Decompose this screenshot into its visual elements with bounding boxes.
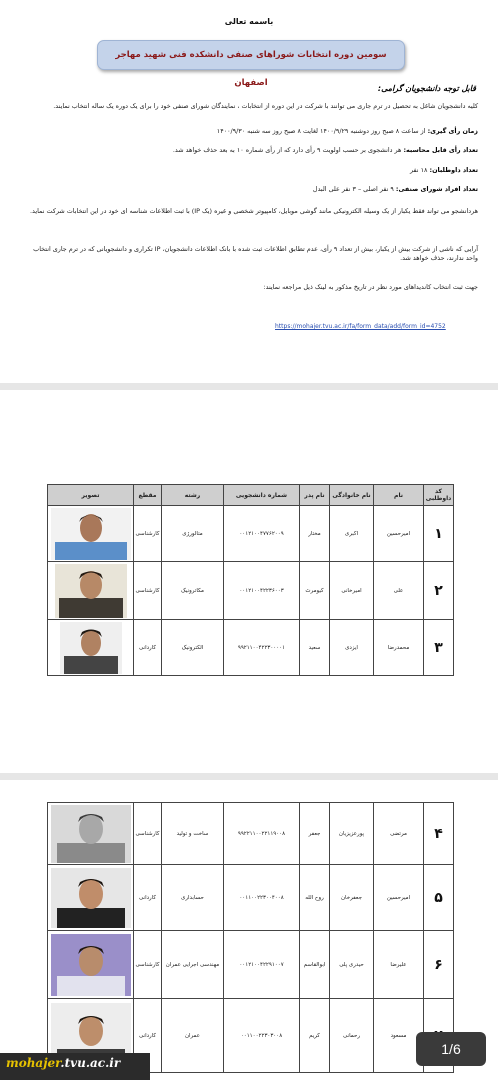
candidate-photo — [48, 506, 134, 562]
notice-paragraph-1: کلیه دانشجویان شاغل به تحصیل در ترم جاری می توانند با شرکت در این دوره از انتخابات ، نمایندگان شورای صنفی خود را برای یک دوره یک ساله انتخاب نمایند. — [53, 102, 478, 110]
candidate-father-name: سعید — [300, 620, 330, 676]
vote-time-label: زمان رأی گیری: — [427, 127, 478, 135]
candidate-level: کارشناسی — [134, 931, 162, 999]
candidate-first-name: امیرحسین — [374, 506, 424, 562]
candidate-photo — [48, 865, 134, 931]
candidate-father-name: روح الله — [300, 865, 330, 931]
members-line — [20, 185, 478, 194]
table-row — [48, 506, 454, 562]
volunteers-value: ۱۸ نفر — [410, 166, 428, 174]
site-watermark-logo — [6, 1056, 120, 1070]
candidate-last-name: پورعزیزیان — [330, 803, 374, 865]
candidate-code: ۵ — [424, 865, 454, 931]
candidate-first-name: مرتضی — [374, 803, 424, 865]
volunteers-line — [20, 166, 478, 175]
notice-paragraph-4: جهت ثبت انتخاب کاندیداهای مورد نظر در تاریخ مذکور به لینک ذیل مراجعه نمایند: — [263, 283, 478, 291]
candidate-field: حسابداری — [162, 865, 224, 931]
members-value: ۹ نفر اصلی – ۳ نفر علی البدل — [312, 185, 394, 193]
candidate-first-name: علی — [374, 562, 424, 620]
notice-paragraph-2: هردانشجو می تواند فقط یکبار از یک وسیله الکترونیکی مانند گوشی موبایل، کامپیوتر شخصی و غیره (یک IP) با ثبت اطلاعات شناسه ای خود در این انتخابات شرکت نماید. — [29, 207, 478, 215]
candidate-last-name: امیرخانی — [330, 562, 374, 620]
candidate-student-id: ۹۹۲۱۱۰۰۴۲۲۳۰۰۰۰۱ — [224, 620, 300, 676]
logo-brand: mohajer — [6, 1056, 61, 1070]
document-page-1 — [0, 0, 498, 383]
vote-time-value: از ساعت ۸ صبح روز دوشنبه ۱۴۰۰/۹/۲۹ لغایت ۸ صبح روز سه شنبه ۱۴۰۰/۹/۳۰ — [216, 127, 426, 135]
members-label: تعداد افراد شورای صنفی: — [395, 185, 478, 193]
header-level: مقطع — [134, 485, 162, 506]
candidate-field: مکاترونیک — [162, 562, 224, 620]
table-row — [48, 562, 454, 620]
header-student-id: شماره دانشجویی — [224, 485, 300, 506]
header-first-name: نام — [374, 485, 424, 506]
basmala-heading: باسمه تعالی — [224, 17, 274, 26]
candidate-field: عمران — [162, 999, 224, 1073]
candidate-photo — [48, 931, 134, 999]
election-title-banner: سومین دوره انتخابات شوراهای صنفی دانشکده فنی شهید مهاجر اصفهان — [97, 40, 405, 70]
countable-vote-label: تعداد رأی قابل محاسبه: — [403, 146, 478, 154]
candidate-father-name: کریم — [300, 999, 330, 1073]
candidate-photo — [48, 620, 134, 676]
candidate-first-name: علیرضا — [374, 931, 424, 999]
candidate-level: کارشناسی — [134, 803, 162, 865]
table-row — [48, 803, 454, 865]
candidate-code: ۲ — [424, 562, 454, 620]
notice-title: قابل توجه دانشجویان گرامی: — [377, 84, 476, 93]
candidate-code: ۶ — [424, 931, 454, 999]
candidate-father-name: مختار — [300, 506, 330, 562]
candidate-photo — [48, 562, 134, 620]
candidate-code: ۴ — [424, 803, 454, 865]
header-code: کد داوطلبی — [424, 485, 454, 506]
candidate-first-name: مسعود — [374, 999, 424, 1073]
candidate-student-id: ۰۰۱۲۱۰۰۴۲۲۹۱۰۰۷ — [224, 931, 300, 999]
header-father-name: نام پدر — [300, 485, 330, 506]
table-row — [48, 620, 454, 676]
header-last-name: نام خانوادگی — [330, 485, 374, 506]
candidate-level: کاردانی — [134, 999, 162, 1073]
candidate-level: کاردانی — [134, 865, 162, 931]
candidate-student-id: ۹۹۲۲۱۱۰۰۲۲۱۱۹۰۰۸ — [224, 803, 300, 865]
candidate-student-id: ۰۰۱۱۰۰۲۲۳۰۰۴۰۰۸ — [224, 865, 300, 931]
logo-domain: .tvu.ac.ir — [60, 1056, 121, 1070]
candidate-last-name: حیدری پلی — [330, 931, 374, 999]
candidates-table-2 — [47, 802, 454, 1073]
header-photo: تصویر — [48, 485, 134, 506]
page-indicator[interactable]: 1/6 — [416, 1032, 486, 1066]
header-field: رشته — [162, 485, 224, 506]
table-row — [48, 865, 454, 931]
candidate-code: ۱ — [424, 506, 454, 562]
countable-vote-value: هر دانشجوی بر حسب اولویت ۹ رأی دارد که از رأی شماره ۱۰ به بعد حذف خواهد شد. — [172, 146, 402, 154]
candidate-father-name: کیومرث — [300, 562, 330, 620]
candidate-level: کارشناسی — [134, 562, 162, 620]
candidate-last-name: ایزدی — [330, 620, 374, 676]
candidate-student-id: ۰۰۱۱۰۰۲۲۳۰۳۰۰۸ — [224, 999, 300, 1073]
candidate-level: کارشناسی — [134, 506, 162, 562]
candidate-field: الکترونیک — [162, 620, 224, 676]
countable-vote-line — [20, 146, 478, 155]
candidate-first-name: محمدرضا — [374, 620, 424, 676]
candidate-level: کاردانی — [134, 620, 162, 676]
candidate-code: ۳ — [424, 620, 454, 676]
notice-paragraph-3: آرایی که ناشی از شرکت بیش از یکبار، بیش از تعداد ۹ رأی، عدم تطابق اطلاعات ثبت شده با بانک اطلاعات دانشجویان، IP تکراری و دانشجویانی که در ترم جاری انتخاب واحد ندارند، حذف خواهد شد. — [33, 245, 478, 262]
candidate-first-name: امیرحسین — [374, 865, 424, 931]
vote-time-line — [20, 127, 478, 136]
candidate-last-name: اکبری — [330, 506, 374, 562]
candidate-last-name: رحمانی — [330, 999, 374, 1073]
table-row — [48, 931, 454, 999]
candidates-table-1 — [47, 484, 454, 676]
table-header-row — [48, 485, 454, 506]
registration-link[interactable]: https://mohajer.tvu.ac.ir/fa/form_data/add/form_id=4752 — [275, 323, 446, 330]
volunteers-label: تعداد داوطلبان: — [429, 166, 478, 174]
candidate-father-name: جعفر — [300, 803, 330, 865]
candidate-field: متالورژی — [162, 506, 224, 562]
candidate-photo — [48, 803, 134, 865]
candidate-father-name: ابوالقاسم — [300, 931, 330, 999]
candidate-field: مهندسی اجرایی عمران — [162, 931, 224, 999]
candidate-last-name: جعفرخان — [330, 865, 374, 931]
candidate-field: ساخت و تولید — [162, 803, 224, 865]
candidate-student-id: ۰۰۱۲۱۰۰۴۷۷۶۲۰۰۹ — [224, 506, 300, 562]
candidate-student-id: ۰۰۱۲۱۰۰۴۲۲۳۶۰۰۳ — [224, 562, 300, 620]
